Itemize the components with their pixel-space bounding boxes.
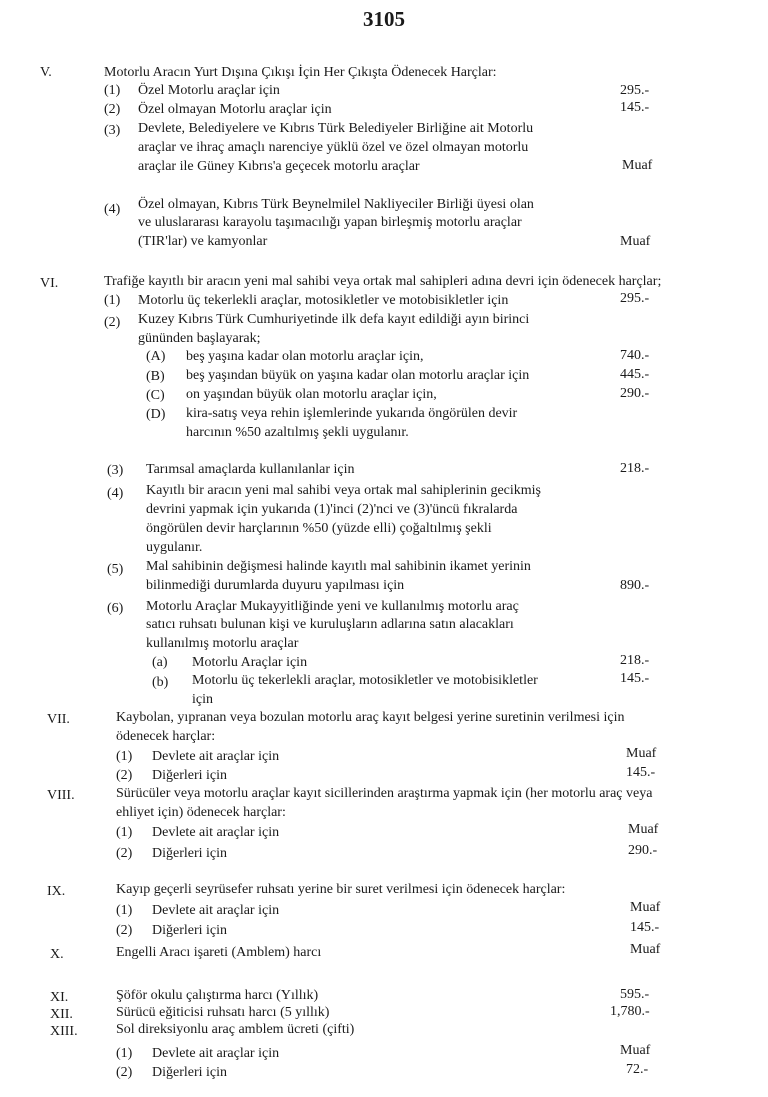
text-line: (D)	[146, 407, 166, 422]
text-line: Şöför okulu çalıştırma harcı (Yıllık)	[116, 988, 319, 1003]
text-line: Motorlu Aracın Yurt Dışına Çıkışı İçin Her Çıkışta Ödenecek Harçlar:	[104, 65, 497, 80]
text-line: (3)	[107, 463, 124, 478]
text-line: (a)	[152, 655, 168, 670]
text-line: Muaf	[628, 822, 659, 837]
text-line: 145.-	[620, 671, 650, 686]
text-line: (4)	[104, 202, 121, 217]
text-line: (b)	[152, 675, 169, 690]
text-line: (6)	[107, 601, 124, 616]
text-line: beş yaşına kadar olan motorlu araçlar için,	[186, 349, 424, 364]
text-line: Devlete ait araçlar için	[152, 749, 280, 764]
text-line: 218.-	[620, 461, 650, 476]
text-line: araçlar ile Güney Kıbrıs'a geçecek motorlu araçlar	[138, 159, 420, 174]
text-line: (2)	[104, 102, 121, 117]
text-line: uygulanır.	[146, 540, 203, 555]
text-line: Diğerleri için	[152, 768, 228, 783]
text-line: (2)	[104, 315, 121, 330]
text-line: için	[192, 692, 213, 707]
page-number: 3105	[363, 7, 405, 31]
text-line: (TIR'lar) ve kamyonlar	[138, 234, 268, 249]
text-line: (2)	[116, 923, 133, 938]
text-line: XI.	[50, 990, 69, 1005]
text-line: Mal sahibinin değişmesi halinde kayıtlı mal sahibinin ikamet yerinin	[146, 559, 531, 574]
text-line: Kayıtlı bir aracın yeni mal sahibi veya ortak mal sahiplerinin gecikmiş	[146, 483, 541, 498]
text-line: 890.-	[620, 578, 650, 593]
text-line: Sürücüler veya motorlu araçlar kayıt sicillerinden araştırma yapmak için (her motorlu araç veya	[116, 786, 653, 801]
text-line: (1)	[116, 825, 133, 840]
text-line: 72.-	[626, 1062, 649, 1077]
text-line: on yaşından büyük olan motorlu araçlar için,	[186, 387, 437, 402]
text-line: 295.-	[620, 291, 650, 306]
text-line: ödenecek harçlar:	[116, 729, 216, 744]
text-line: (4)	[107, 486, 124, 501]
text-line: kira-satış veya rehin işlemlerinde yukarıda öngörülen devir	[186, 406, 518, 421]
text-line: (1)	[104, 293, 121, 308]
text-line: Muaf	[630, 942, 661, 957]
text-line: 1,780.-	[610, 1004, 650, 1019]
text-line: Tarımsal amaçlarda kullanılanlar için	[146, 462, 355, 477]
text-line: 445.-	[620, 367, 650, 382]
text-line: (1)	[116, 749, 133, 764]
text-line: (B)	[146, 369, 165, 384]
text-line: Motorlu üç tekerlekli araçlar, motosikletler ve motobisikletler	[192, 673, 538, 688]
text-line: Kaybolan, yıpranan veya bozulan motorlu araç kayıt belgesi yerine suretinin verilmesi için	[116, 710, 625, 725]
text-line: Kuzey Kıbrıs Türk Cumhuriyetinde ilk defa kayıt edildiği ayın birinci	[138, 312, 530, 327]
text-line: 595.-	[620, 987, 650, 1002]
text-line: Trafiğe kayıtlı bir aracın yeni mal sahibi veya ortak mal sahipleri adına devri için ödenecek harçlar;	[104, 274, 662, 289]
text-line: devrini yapmak için yukarıda (1)'inci (2)'nci ve (3)'üncü fıkralarda	[146, 502, 518, 517]
text-line: (2)	[116, 768, 133, 783]
text-line: Engelli Aracı işareti (Amblem) harcı	[116, 945, 322, 960]
text-line: 145.-	[630, 920, 660, 935]
text-line: beş yaşından büyük on yaşına kadar olan motorlu araçlar için	[186, 368, 530, 383]
text-line: VIII.	[47, 788, 75, 803]
text-line: Devlete, Belediyelere ve Kıbrıs Türk Belediyeler Birliğine ait Motorlu	[138, 121, 534, 136]
text-line: 290.-	[620, 386, 650, 401]
text-line: (1)	[116, 903, 133, 918]
text-line: X.	[50, 947, 64, 962]
text-line: kullanılmış motorlu araçlar	[146, 636, 299, 651]
text-line: 295.-	[620, 83, 650, 98]
text-line: Muaf	[620, 1043, 651, 1058]
text-line: XIII.	[50, 1024, 78, 1039]
text-line: Özel Motorlu araçlar için	[138, 83, 280, 98]
text-line: Kayıp geçerli seyrüsefer ruhsatı yerine bir suret verilmesi için ödenecek harçlar:	[116, 882, 566, 897]
text-line: ve uluslararası karayolu taşımacılığı yapan birleşmiş motorlu araçlar	[138, 215, 522, 230]
text-line: Muaf	[630, 900, 661, 915]
text-line: (5)	[107, 562, 124, 577]
text-line: bilinmediği durumlarda duyuru yapılması için	[146, 578, 405, 593]
text-line: gününden başlayarak;	[138, 331, 261, 346]
text-line: ehliyet için) ödenecek harçlar:	[116, 805, 286, 820]
text-line: öngörülen devir harçlarının %50 (yüzde elli) çoğaltılmış şekli	[146, 521, 492, 536]
text-line: (2)	[116, 1065, 133, 1080]
text-line: (1)	[116, 1046, 133, 1061]
text-line: Motorlu üç tekerlekli araçlar, motosikletler ve motobisikletler için	[138, 293, 509, 308]
text-line: Motorlu Araçlar için	[192, 655, 308, 670]
text-line: (C)	[146, 388, 165, 403]
text-line: Muaf	[622, 158, 653, 173]
text-line: V.	[40, 65, 52, 80]
text-line: Özel olmayan, Kıbrıs Türk Beynelmilel Nakliyeciler Birliği üyesi olan	[138, 197, 534, 212]
text-line: (3)	[104, 123, 121, 138]
text-line: (1)	[104, 83, 121, 98]
text-line: Diğerleri için	[152, 846, 228, 861]
text-line: Devlete ait araçlar için	[152, 903, 280, 918]
text-line: IX.	[47, 884, 66, 899]
text-line: satıcı ruhsatı bulunan kişi ve kuruluşların adlarına satın alacakları	[146, 617, 514, 632]
text-line: Diğerleri için	[152, 1065, 228, 1080]
text-line: VII.	[47, 712, 70, 727]
text-line: VI.	[40, 276, 59, 291]
text-line: Devlete ait araçlar için	[152, 825, 280, 840]
text-line: 740.-	[620, 348, 650, 363]
text-line: 218.-	[620, 653, 650, 668]
text-line: Sürücü eğiticisi ruhsatı harcı (5 yıllık)	[116, 1005, 330, 1020]
text-line: araçlar ve ihraç amaçlı narenciye yüklü özel ve özel olmayan motorlu	[138, 140, 529, 155]
text-line: Diğerleri için	[152, 923, 228, 938]
text-line: 145.-	[626, 765, 656, 780]
text-line: (2)	[116, 846, 133, 861]
text-line: 145.-	[620, 100, 650, 115]
text-line: Muaf	[626, 746, 657, 761]
text-line: harcının %50 azaltılmış şekli uygulanır.	[186, 425, 409, 440]
text-line: 290.-	[628, 843, 658, 858]
text-line: (A)	[146, 349, 166, 364]
text-line: Motorlu Araçlar Mukayyitliğinde yeni ve kullanılmış motorlu araç	[146, 599, 519, 614]
text-line: XII.	[50, 1007, 73, 1022]
text-line: Sol direksiyonlu araç amblem ücreti (çifti)	[116, 1022, 355, 1037]
text-line: Özel olmayan Motorlu araçlar için	[138, 102, 332, 117]
text-line: Muaf	[620, 234, 651, 249]
text-line: Devlete ait araçlar için	[152, 1046, 280, 1061]
